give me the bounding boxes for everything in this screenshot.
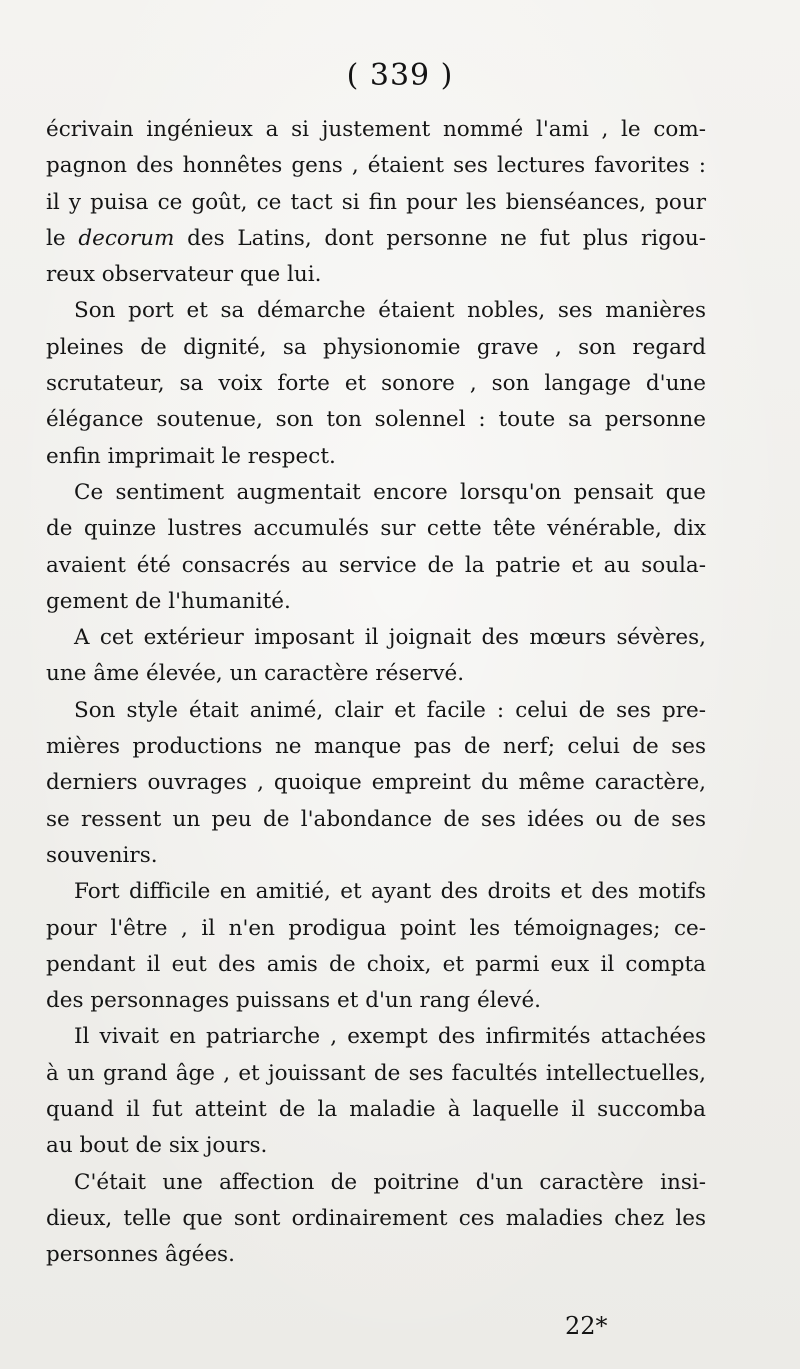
paragraph-2 [46, 293, 706, 474]
text-line: pleines de dignité, sa physionomie grave , son regard [46, 334, 706, 360]
text-line: pour l'être , il n'en prodigua point les témoignages; ce- [46, 915, 706, 941]
text-fragment: le [46, 225, 79, 251]
text-line: reux observateur que lui. [46, 262, 322, 288]
text-line: Ce sentiment augmentait encore lorsqu'on pensait que [74, 479, 706, 505]
text-line: écrivain ingénieux a si justement nommé l'ami , le com- [46, 117, 706, 142]
body-text [46, 112, 706, 1274]
text-line: Son port et sa démarche étaient nobles, ses manières [74, 298, 706, 324]
paragraph-8 [46, 1165, 706, 1274]
paragraph-4 [46, 620, 706, 693]
paragraph-3 [46, 475, 706, 620]
text-line: enfin imprimait le respect. [46, 443, 336, 469]
text-line: mières productions ne manque pas de nerf; celui de ses [46, 734, 706, 760]
text-line: se ressent un peu de l'abondance de ses idées ou de ses [46, 806, 706, 832]
text-line: derniers ouvrages , quoique empreint du même caractère, [46, 770, 706, 796]
text-line: il y puisa ce goût, ce tact si fin pour les bienséances, pour [46, 189, 706, 215]
paragraph-7 [46, 1019, 706, 1164]
paragraph-5 [46, 693, 706, 874]
text-line: au bout de six jours. [46, 1133, 268, 1159]
text-line: gement de l'humanité. [46, 588, 291, 614]
text-line: pendant il eut des amis de choix, et parmi eux il compta [46, 951, 706, 977]
text-line: une âme élevée, un caractère réservé. [46, 661, 465, 687]
text-line: de quinze lustres accumulés sur cette tête vénérable, dix [46, 516, 706, 542]
text-line: souvenirs. [46, 842, 158, 868]
text-fragment: des Latins, dont personne ne fut plus rigou- [174, 225, 707, 251]
text-line: des personnages puissans et d'un rang élevé. [46, 988, 542, 1014]
paragraph-1 [46, 112, 706, 293]
text-line: A cet extérieur imposant il joignait des mœurs sévères, [74, 625, 706, 651]
text-line: Il vivait en patriarche , exempt des infirmités attachées [74, 1024, 706, 1050]
signature-mark: 22* [565, 1312, 608, 1340]
text-line: Son style était animé, clair et facile : celui de ses pre- [74, 697, 706, 723]
text-line: pagnon des honnêtes gens , étaient ses lectures favorites : [46, 153, 706, 179]
text-line: quand il fut atteint de la maladie à laquelle il succomba [46, 1097, 706, 1123]
text-line: avaient été consacrés au service de la patrie et au soula- [46, 552, 706, 578]
text-line: Fort difficile en amitié, et ayant des droits et des motifs [74, 879, 706, 905]
text-line-with-italic [46, 221, 706, 257]
text-line: personnes âgées. [46, 1242, 235, 1268]
text-line: scrutateur, sa voix forte et sonore , son langage d'une [46, 371, 706, 397]
page-number: ( 339 ) [346, 58, 454, 93]
italic-term: decorum [78, 225, 175, 251]
text-line: C'était une affection de poitrine d'un caractère insi- [74, 1169, 706, 1195]
text-line: dieux, telle que sont ordinairement ces maladies chez les [46, 1205, 706, 1231]
paragraph-6 [46, 874, 706, 1019]
text-line: à un grand âge , et jouissant de ses facultés intellectuelles, [46, 1060, 706, 1086]
text-line: élégance soutenue, son ton solennel : toute sa personne [46, 407, 706, 433]
